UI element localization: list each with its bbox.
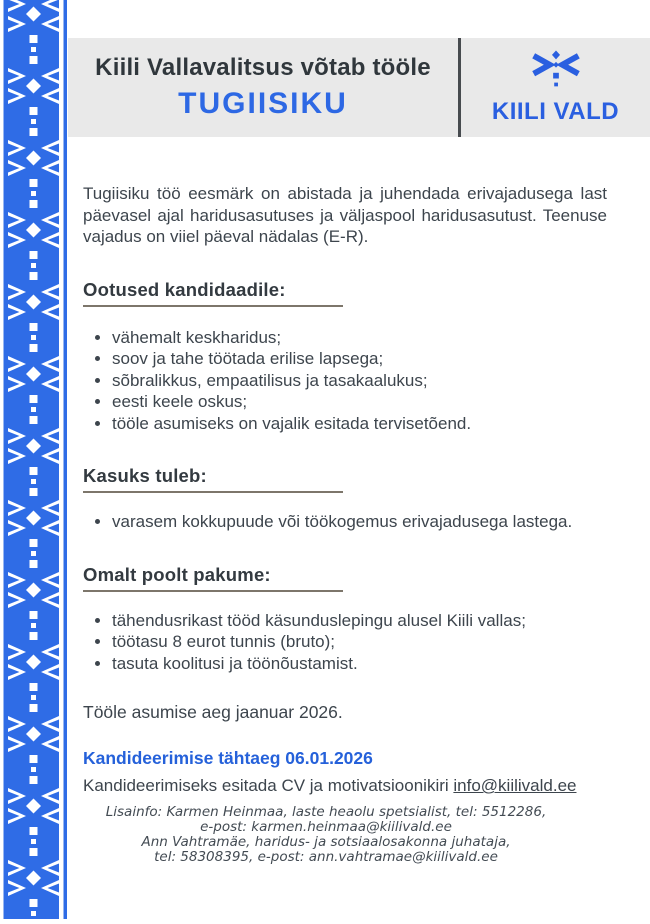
offer-list <box>83 610 607 675</box>
logo-text: KIILI VALD <box>491 97 620 125</box>
list-item: • varasem kokkupuude või töökogemus erivajadusega lastega. <box>112 511 607 533</box>
folk-pattern-border-icon <box>0 0 67 919</box>
list-item: • töötasu 8 eurot tunnis (bruto); <box>112 631 607 653</box>
advantage-list <box>83 511 607 533</box>
logo-block <box>461 38 650 137</box>
expectations-list <box>83 327 607 435</box>
header <box>68 38 650 137</box>
contact-line: e-post: karmen.heinmaa@kiilivald.ee <box>200 819 452 835</box>
contact-info <box>83 805 569 865</box>
contact-line: Lisainfo: Karmen Heinmaa, laste heaolu spetsialist, tel: 5512286, <box>105 804 547 820</box>
intro-paragraph: Tugiisiku töö eesmärk on abistada ja juhendada erivajadusega last päevasel ajal haridusasutuses ja väljaspool haridusasutust. Teenuse vajadus on viiel päeval nädalas (E-R). <box>83 184 607 246</box>
list-item: • soov ja tahe töötada erilise lapsega; <box>112 348 607 370</box>
header-subtitle: Kiili Vallavalitsus võtab tööle <box>95 54 431 81</box>
list-item: • vähemalt keskharidus; <box>112 327 607 349</box>
list-item: • eesti keele oskus; <box>112 391 607 413</box>
contact-line: tel: 58308395, e-post: ann.vahtramae@kiilivald.ee <box>154 849 498 865</box>
apply-instructions <box>83 776 607 796</box>
apply-text: Kandideerimiseks esitada CV ja motivatsioonikiri <box>83 776 454 795</box>
header-title-block <box>68 38 458 137</box>
section-heading-expectations: Ootused kandidaadile: <box>83 280 343 307</box>
list-item: • tasuta koolitusi ja töönõustamist. <box>112 653 607 675</box>
section-heading-advantage: Kasuks tuleb: <box>83 466 343 493</box>
start-date: Tööle asumise aeg jaanuar 2026. <box>83 702 343 722</box>
list-item: • tähendusrikast tööd käsunduslepingu alusel Kiili vallas; <box>112 610 607 632</box>
kiili-vald-dragonfly-icon <box>531 50 581 97</box>
content <box>83 183 607 865</box>
section-heading-offer: Omalt poolt pakume: <box>83 565 343 592</box>
email-link[interactable]: info@kiilivald.ee <box>453 776 577 795</box>
list-item: • tööle asumiseks on vajalik esitada tervisetõend. <box>112 413 607 435</box>
list-item: • sõbralikkus, empaatilisus ja tasakaalukus; <box>112 370 607 392</box>
job-title: TUGIISIKU <box>178 87 348 120</box>
application-deadline: Kandideerimise tähtaeg 06.01.2026 <box>83 748 373 768</box>
contact-line: Ann Vahtramäe, haridus- ja sotsiaalosakonna juhataja, <box>141 834 511 850</box>
